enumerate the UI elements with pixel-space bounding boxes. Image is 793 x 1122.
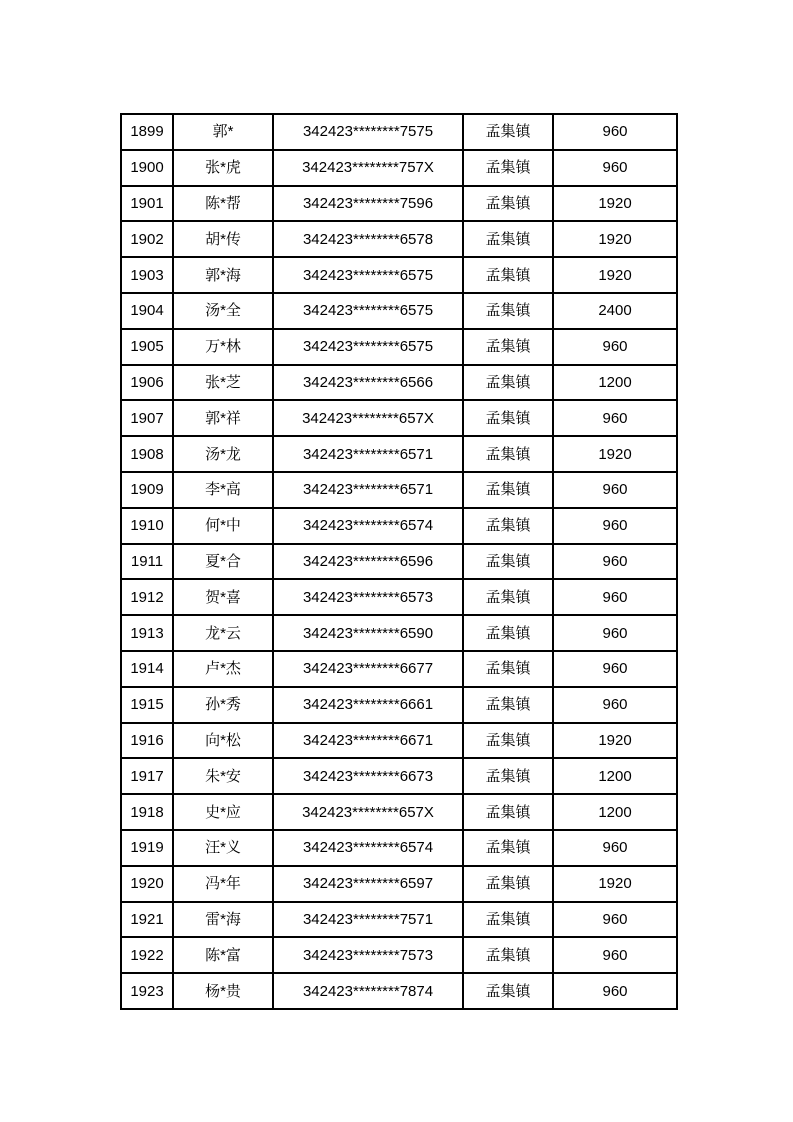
town-cell: 孟集镇 (463, 293, 553, 329)
table-row (121, 329, 677, 365)
amount-cell: 1920 (553, 723, 677, 759)
amount-cell: 960 (553, 329, 677, 365)
row-number-cell: 1913 (121, 615, 173, 651)
id-card-cell: 342423********657X (273, 794, 463, 830)
row-number-cell: 1914 (121, 651, 173, 687)
id-card-cell: 342423********6571 (273, 472, 463, 508)
row-number-cell: 1921 (121, 902, 173, 938)
roster-table (120, 113, 678, 1010)
row-number-cell: 1902 (121, 221, 173, 257)
id-card-cell: 342423********6574 (273, 830, 463, 866)
id-card-cell: 342423********6575 (273, 257, 463, 293)
name-cell: 郭*海 (173, 257, 273, 293)
name-cell: 何*中 (173, 508, 273, 544)
row-number-cell: 1909 (121, 472, 173, 508)
row-number-cell: 1912 (121, 579, 173, 615)
row-number-cell: 1905 (121, 329, 173, 365)
id-card-cell: 342423********6661 (273, 687, 463, 723)
town-cell: 孟集镇 (463, 830, 553, 866)
amount-cell: 960 (553, 973, 677, 1009)
table-row (121, 902, 677, 938)
row-number-cell: 1900 (121, 150, 173, 186)
table-row (121, 579, 677, 615)
name-cell: 汤*龙 (173, 436, 273, 472)
town-cell: 孟集镇 (463, 472, 553, 508)
table-row (121, 400, 677, 436)
id-card-cell: 342423********6575 (273, 293, 463, 329)
amount-cell: 960 (553, 400, 677, 436)
name-cell: 朱*安 (173, 758, 273, 794)
id-card-cell: 342423********7571 (273, 902, 463, 938)
name-cell: 向*松 (173, 723, 273, 759)
table-row (121, 866, 677, 902)
row-number-cell: 1919 (121, 830, 173, 866)
id-card-cell: 342423********6575 (273, 329, 463, 365)
name-cell: 雷*海 (173, 902, 273, 938)
table-row (121, 221, 677, 257)
id-card-cell: 342423********6677 (273, 651, 463, 687)
amount-cell: 1200 (553, 365, 677, 401)
table-row (121, 758, 677, 794)
amount-cell: 960 (553, 830, 677, 866)
name-cell: 张*虎 (173, 150, 273, 186)
name-cell: 陈*富 (173, 937, 273, 973)
amount-cell: 960 (553, 937, 677, 973)
id-card-cell: 342423********7573 (273, 937, 463, 973)
town-cell: 孟集镇 (463, 579, 553, 615)
name-cell: 陈*帮 (173, 186, 273, 222)
id-card-cell: 342423********6596 (273, 544, 463, 580)
table-row (121, 723, 677, 759)
row-number-cell: 1903 (121, 257, 173, 293)
name-cell: 郭* (173, 114, 273, 150)
name-cell: 龙*云 (173, 615, 273, 651)
amount-cell: 1920 (553, 866, 677, 902)
town-cell: 孟集镇 (463, 508, 553, 544)
id-card-cell: 342423********7575 (273, 114, 463, 150)
name-cell: 冯*年 (173, 866, 273, 902)
town-cell: 孟集镇 (463, 723, 553, 759)
table-row (121, 186, 677, 222)
amount-cell: 960 (553, 687, 677, 723)
table-row (121, 973, 677, 1009)
town-cell: 孟集镇 (463, 651, 553, 687)
row-number-cell: 1911 (121, 544, 173, 580)
table-row (121, 293, 677, 329)
town-cell: 孟集镇 (463, 114, 553, 150)
id-card-cell: 342423********6573 (273, 579, 463, 615)
name-cell: 卢*杰 (173, 651, 273, 687)
row-number-cell: 1904 (121, 293, 173, 329)
row-number-cell: 1923 (121, 973, 173, 1009)
town-cell: 孟集镇 (463, 544, 553, 580)
name-cell: 李*高 (173, 472, 273, 508)
town-cell: 孟集镇 (463, 866, 553, 902)
amount-cell: 960 (553, 150, 677, 186)
name-cell: 孙*秀 (173, 687, 273, 723)
town-cell: 孟集镇 (463, 794, 553, 830)
town-cell: 孟集镇 (463, 221, 553, 257)
table-row (121, 794, 677, 830)
town-cell: 孟集镇 (463, 186, 553, 222)
name-cell: 胡*传 (173, 221, 273, 257)
town-cell: 孟集镇 (463, 436, 553, 472)
town-cell: 孟集镇 (463, 400, 553, 436)
table-row (121, 257, 677, 293)
name-cell: 张*芝 (173, 365, 273, 401)
town-cell: 孟集镇 (463, 150, 553, 186)
id-card-cell: 342423********657X (273, 400, 463, 436)
amount-cell: 2400 (553, 293, 677, 329)
town-cell: 孟集镇 (463, 687, 553, 723)
table-row (121, 830, 677, 866)
table-row (121, 651, 677, 687)
table-row (121, 544, 677, 580)
name-cell: 夏*合 (173, 544, 273, 580)
name-cell: 汪*义 (173, 830, 273, 866)
row-number-cell: 1906 (121, 365, 173, 401)
name-cell: 汤*全 (173, 293, 273, 329)
table-row (121, 615, 677, 651)
table-row (121, 687, 677, 723)
amount-cell: 960 (553, 651, 677, 687)
amount-cell: 960 (553, 508, 677, 544)
id-card-cell: 342423********6597 (273, 866, 463, 902)
row-number-cell: 1910 (121, 508, 173, 544)
id-card-cell: 342423********6578 (273, 221, 463, 257)
id-card-cell: 342423********7596 (273, 186, 463, 222)
id-card-cell: 342423********6566 (273, 365, 463, 401)
table-row (121, 365, 677, 401)
amount-cell: 1920 (553, 186, 677, 222)
row-number-cell: 1917 (121, 758, 173, 794)
id-card-cell: 342423********6590 (273, 615, 463, 651)
amount-cell: 960 (553, 114, 677, 150)
amount-cell: 960 (553, 902, 677, 938)
town-cell: 孟集镇 (463, 365, 553, 401)
name-cell: 杨*贵 (173, 973, 273, 1009)
table-row (121, 436, 677, 472)
row-number-cell: 1920 (121, 866, 173, 902)
table-row (121, 937, 677, 973)
id-card-cell: 342423********6671 (273, 723, 463, 759)
amount-cell: 960 (553, 472, 677, 508)
row-number-cell: 1915 (121, 687, 173, 723)
roster-table-body (121, 114, 677, 1009)
id-card-cell: 342423********6673 (273, 758, 463, 794)
id-card-cell: 342423********757X (273, 150, 463, 186)
amount-cell: 1920 (553, 436, 677, 472)
town-cell: 孟集镇 (463, 937, 553, 973)
row-number-cell: 1922 (121, 937, 173, 973)
amount-cell: 1200 (553, 758, 677, 794)
table-row (121, 150, 677, 186)
name-cell: 万*林 (173, 329, 273, 365)
id-card-cell: 342423********6571 (273, 436, 463, 472)
name-cell: 郭*祥 (173, 400, 273, 436)
town-cell: 孟集镇 (463, 758, 553, 794)
town-cell: 孟集镇 (463, 615, 553, 651)
amount-cell: 960 (553, 544, 677, 580)
row-number-cell: 1908 (121, 436, 173, 472)
row-number-cell: 1901 (121, 186, 173, 222)
row-number-cell: 1916 (121, 723, 173, 759)
table-row (121, 114, 677, 150)
name-cell: 贺*喜 (173, 579, 273, 615)
town-cell: 孟集镇 (463, 329, 553, 365)
amount-cell: 1920 (553, 257, 677, 293)
row-number-cell: 1918 (121, 794, 173, 830)
table-row (121, 508, 677, 544)
amount-cell: 1920 (553, 221, 677, 257)
town-cell: 孟集镇 (463, 973, 553, 1009)
row-number-cell: 1899 (121, 114, 173, 150)
row-number-cell: 1907 (121, 400, 173, 436)
id-card-cell: 342423********6574 (273, 508, 463, 544)
town-cell: 孟集镇 (463, 257, 553, 293)
id-card-cell: 342423********7874 (273, 973, 463, 1009)
name-cell: 史*应 (173, 794, 273, 830)
amount-cell: 960 (553, 579, 677, 615)
amount-cell: 960 (553, 615, 677, 651)
amount-cell: 1200 (553, 794, 677, 830)
town-cell: 孟集镇 (463, 902, 553, 938)
table-row (121, 472, 677, 508)
